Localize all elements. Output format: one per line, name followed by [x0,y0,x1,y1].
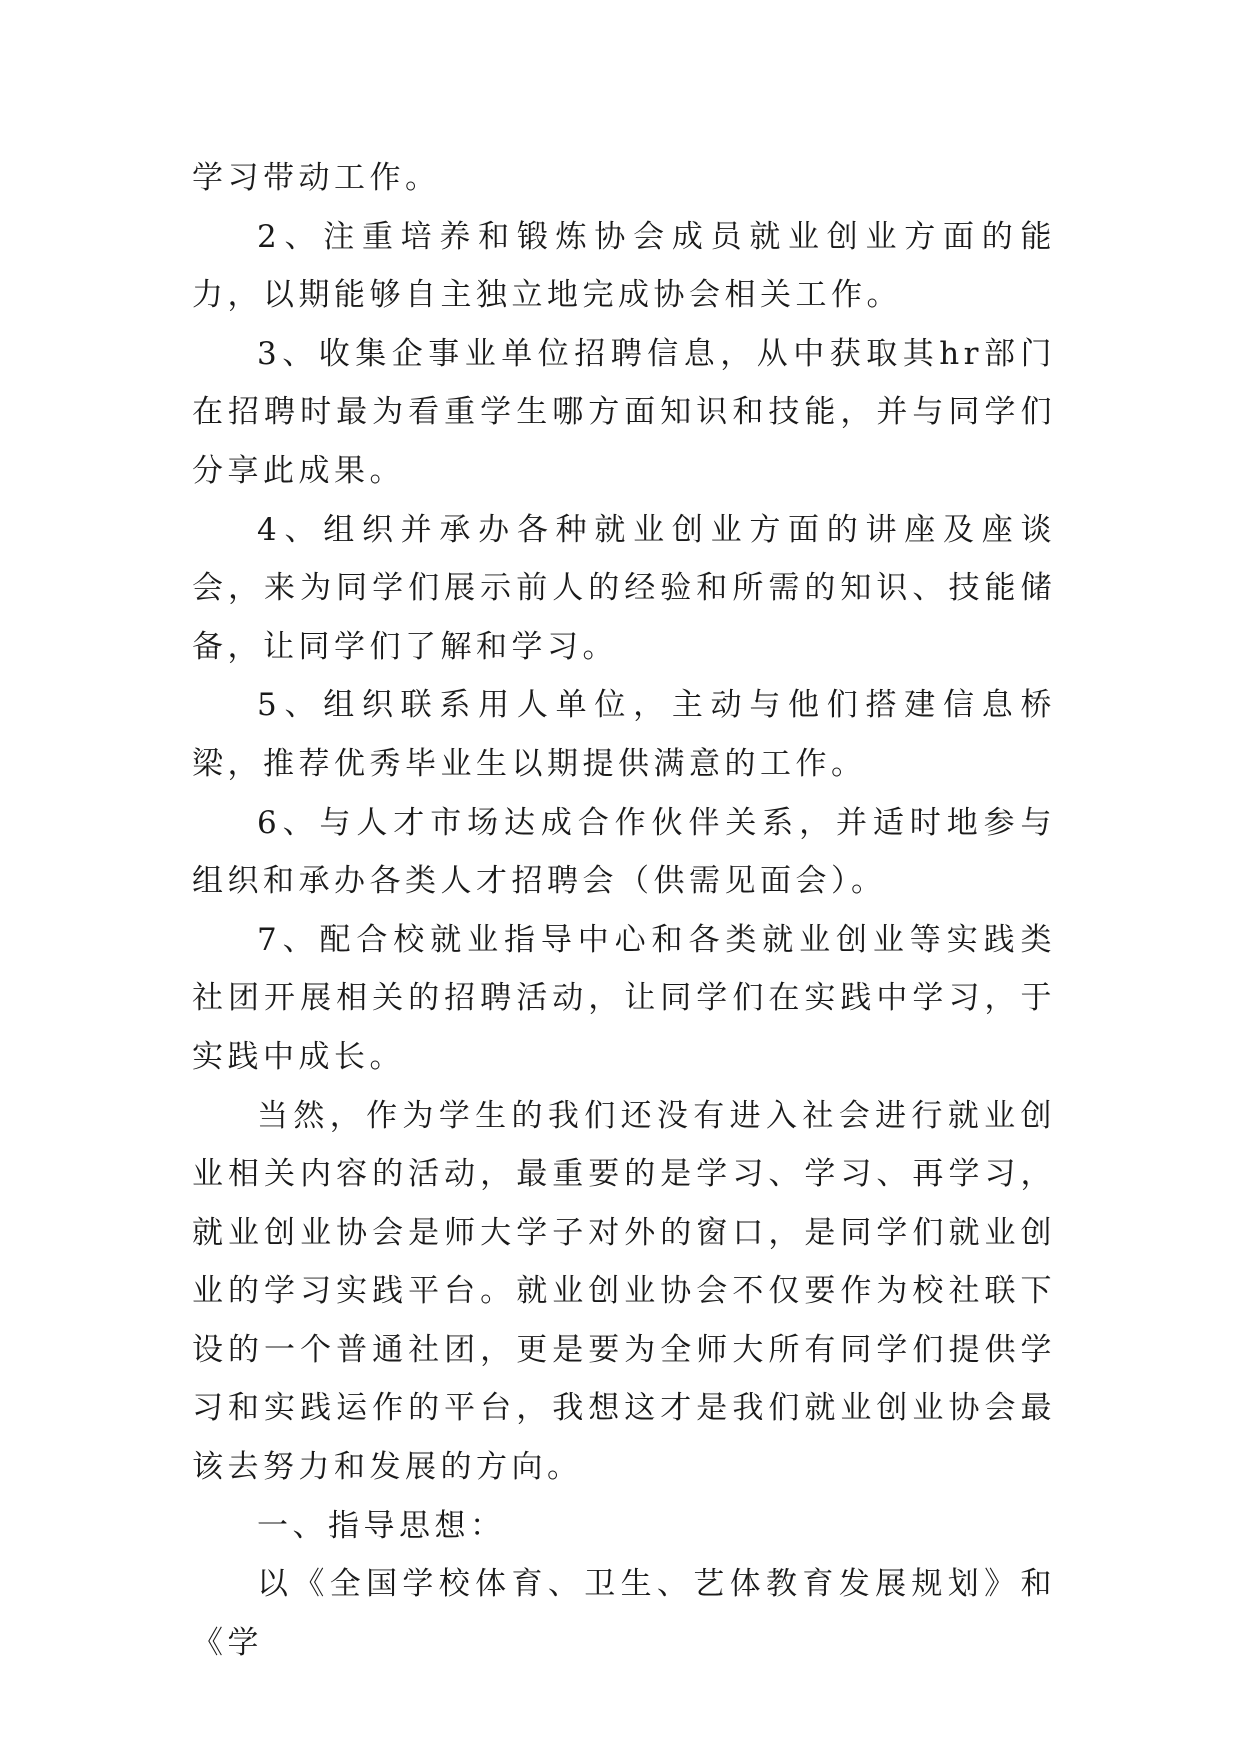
paragraph-guiding-ideology: 以《全国学校体育、卫生、艺体教育发展规划》和《学 [192,1566,1056,1661]
section-heading-guiding-ideology: 一、指导思想： [257,1507,506,1544]
paragraph-item-3: 3、收集企事业单位招聘信息，从中获取其hr部门在招聘时最为看重学生哪方面知识和技能，并与同学们分享此成果。 [192,335,1056,489]
paragraph-item-5: 5、组织联系用人单位，主动与他们搭建信息桥梁，推荐优秀毕业生以期提供满意的工作。 [192,687,1056,782]
paragraph-item-2: 2、注重培养和锻炼协会成员就业创业方面的能力，以期能够自主独立地完成协会相关工作。 [192,218,1056,314]
paragraph-item-4: 4、组织并承办各种就业创业方面的讲座及座谈会，来为同学们展示前人的经验和所需的知识、技能储备，让同学们了解和学习。 [192,511,1056,665]
paragraph-item-7: 7、配合校就业指导中心和各类就业创业等实践类社团开展相关的招聘活动，让同学们在实践中学习，于实践中成长。 [192,921,1056,1075]
document-body [192,149,1056,1672]
paragraph-summary: 当然，作为学生的我们还没有进入社会进行就业创业相关内容的活动，最重要的是学习、学习、再学习，就业创业协会是师大学子对外的窗口，是同学们就业创业的学习实践平台。就业创业协会不仅要作为校社联下设的一个普通社团，更是要为全师大所有同学们提供学习和实践运作的平台，我想这才是我们就业创业协会最该去努力和发展的方向。 [192,1097,1056,1486]
paragraph-continuation: 学习带动工作。 [192,160,441,196]
paragraph-item-6: 6、与人才市场达成合作伙伴关系，并适时地参与组织和承办各类人才招聘会（供需见面会）。 [192,804,1056,900]
